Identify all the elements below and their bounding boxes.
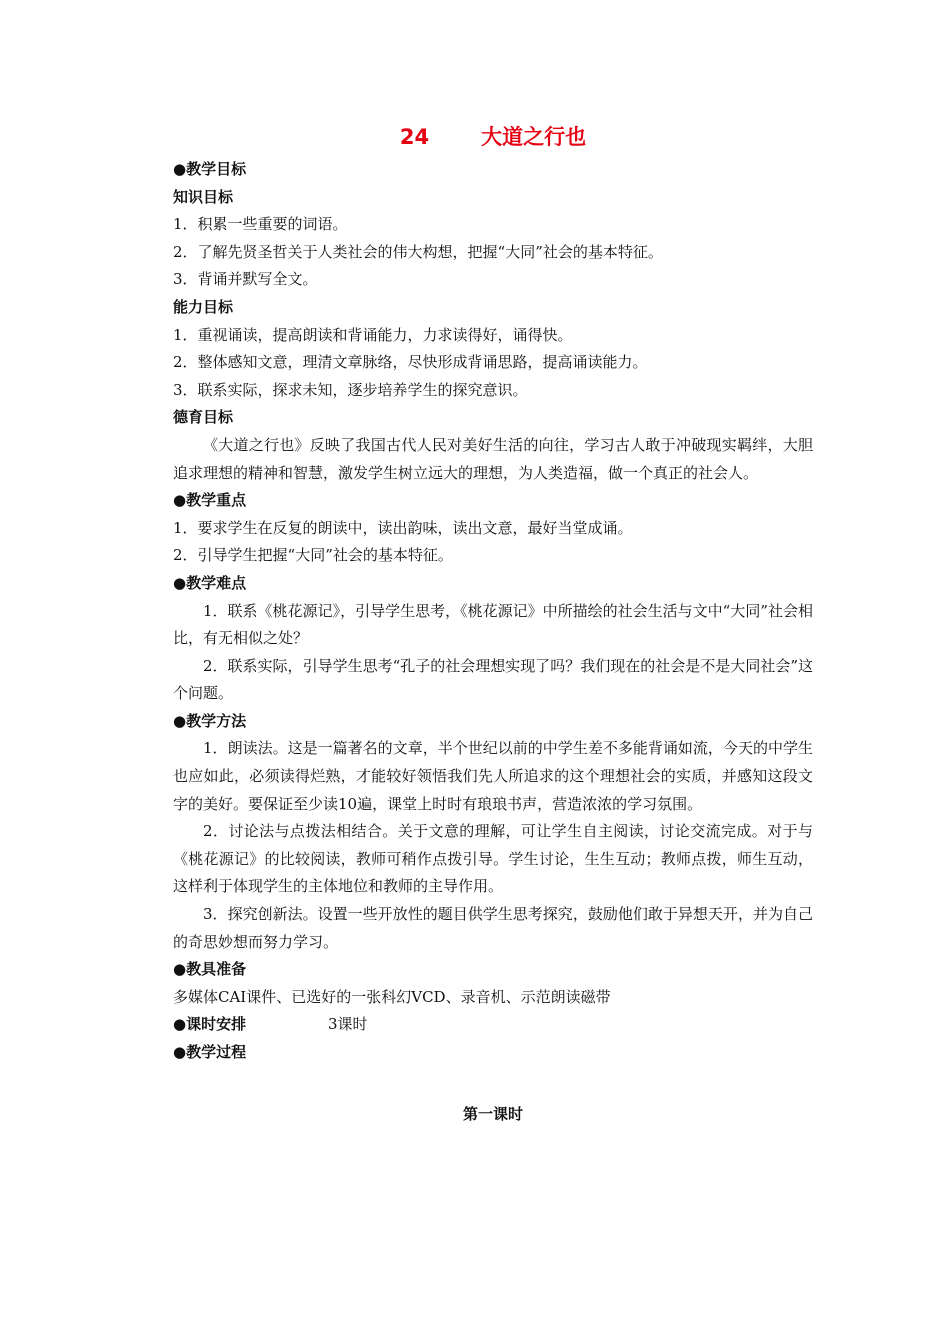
knowledge-item: 3．背诵并默写全文。 — [173, 270, 318, 289]
knowledge-heading: 知识目标 — [173, 187, 234, 206]
materials-text: 多媒体CAI课件、已选好的一张科幻VCD、录音机、示范朗读磁带 — [173, 987, 611, 1006]
title-text: 大道之行也 — [481, 125, 587, 149]
method-item: 1．朗读法。这是一篇著名的文章，半个世纪以前的中学生差不多能背诵如流，今天的中学生也应如此，必须读得烂熟，才能较好领悟我们先人所追求的这个理想社会的实质，并感知这段文字的美好。要保证至少读10遍，课堂上时时有琅琅书声，营造浓浓的学习氛围。 — [173, 739, 813, 813]
method-item: 3．探究创新法。设置一些开放性的题目供学生思考探究，鼓励他们敢于异想天开，并为自己的奇思妙想而努力学习。 — [173, 905, 813, 951]
ability-item: 2．整体感知文意，理清文章脉络，尽快形成背诵思路，提高诵读能力。 — [173, 353, 648, 372]
title-number: 24 — [399, 125, 430, 149]
process-heading: ●教学过程 — [173, 1043, 247, 1061]
difficulties-heading: ●教学难点 — [173, 573, 247, 592]
method-item: 2．讨论法与点拨法相结合。关于文意的理解，可让学生自主阅读，讨论交流完成。对于与《桃花源记》的比较阅读，教师可稍作点拨引导。学生讨论，生生互动；教师点拨，师生互动，这样利于体现学生的主体地位和教师的主导作用。 — [173, 822, 813, 896]
key-point-item: 1．要求学生在反复的朗读中，读出韵味，读出文意，最好当堂成诵。 — [173, 518, 633, 537]
page-title — [173, 120, 813, 154]
key-points-heading: ●教学重点 — [173, 491, 247, 510]
moral-heading: 德育目标 — [173, 408, 234, 427]
ability-heading: 能力目标 — [173, 297, 234, 316]
moral-paragraph: 《大道之行也》反映了我国古代人民对美好生活的向往，学习古人敢于冲破现实羁绊，大胆追求理想的精神和智慧，激发学生树立远大的理想，为人类造福，做一个真正的社会人。 — [173, 435, 813, 482]
objectives-heading: ●教学目标 — [173, 160, 247, 178]
methods-heading: ●教学方法 — [173, 711, 247, 730]
knowledge-item: 2．了解先贤圣哲关于人类社会的伟大构想，把握“大同”社会的基本特征。 — [173, 242, 663, 261]
ability-item: 3．联系实际，探求未知，逐步培养学生的探究意识。 — [173, 380, 528, 399]
key-point-item: 2．引导学生把握“大同”社会的基本特征。 — [173, 546, 453, 565]
document-page — [173, 120, 813, 1124]
materials-heading: ●教具准备 — [173, 960, 247, 979]
schedule-row — [173, 1011, 813, 1039]
knowledge-item: 1．积累一些重要的词语。 — [173, 215, 348, 234]
schedule-text: 3课时 — [328, 1015, 368, 1034]
difficulty-item: 1．联系《桃花源记》，引导学生思考，《桃花源记》中所描绘的社会生活与文中“大同”社会相比，有无相似之处？ — [173, 601, 813, 648]
ability-item: 1．重视诵读，提高朗读和背诵能力，力求读得好，诵得快。 — [173, 325, 573, 344]
lesson-one-heading: 第一课时 — [462, 1104, 523, 1123]
schedule-heading: ●课时安排 — [173, 1015, 247, 1034]
difficulty-item: 2．联系实际，引导学生思考“孔子的社会理想实现了吗？我们现在的社会是不是大同社会”这个问题。 — [173, 656, 813, 703]
